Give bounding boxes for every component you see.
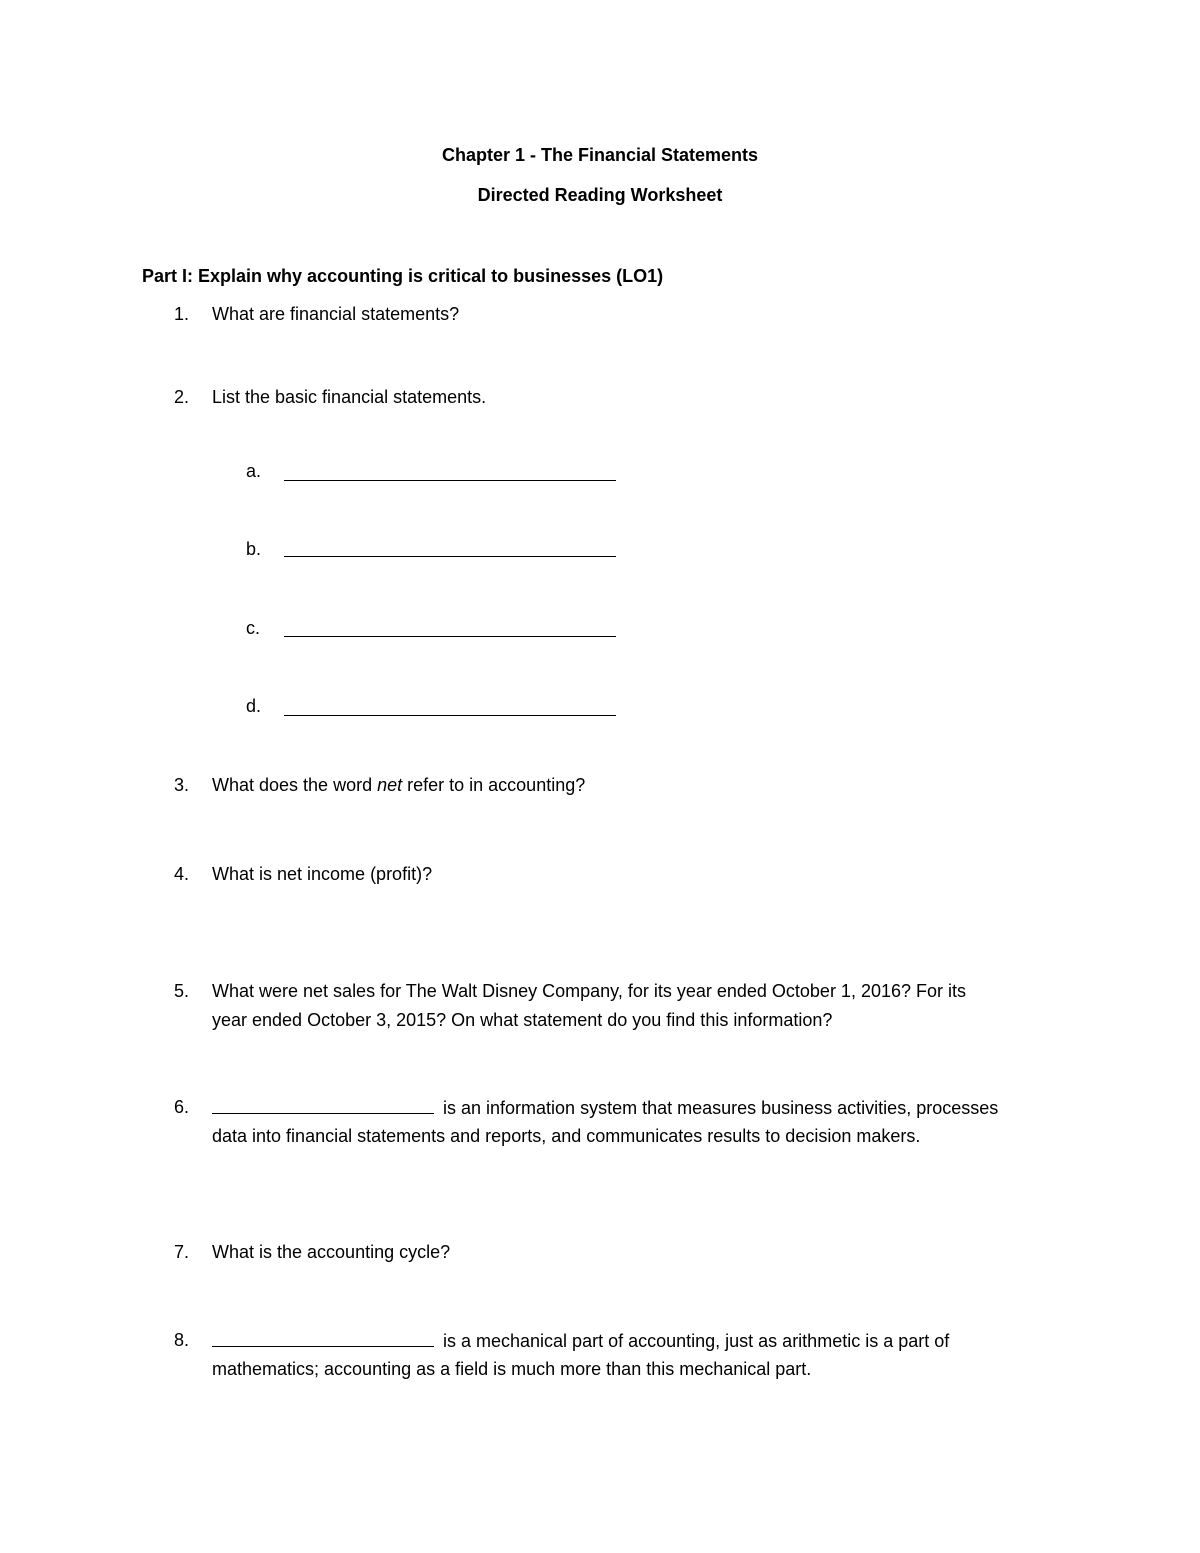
question-text-line [212,1326,949,1356]
answer-letter: d. [246,696,262,716]
page-subtitle: Directed Reading Worksheet [477,185,723,205]
question-text-part: is an information system that measures business activities, processes [438,1098,999,1118]
question-number: 4. [174,864,190,884]
question-text [212,771,585,800]
part-heading: Part I: Explain why accounting is critical to businesses (LO1) [142,266,664,286]
question-text-line [212,1093,998,1123]
page-title: Chapter 1 - The Financial Statements [441,145,759,165]
answer-letter: b. [246,539,262,559]
question-text-line: mathematics; accounting as a field is much more than this mechanical part. [212,1359,812,1379]
question-number: 2. [174,387,190,407]
emphasized-word: net [377,775,403,795]
answer-blank[interactable] [284,556,616,557]
question-text: What are financial statements? [212,304,460,324]
question-text-part: is a mechanical part of accounting, just as arithmetic is a part of [438,1331,950,1351]
fill-in-blank[interactable] [212,1093,434,1114]
question-text: What is net income (profit)? [212,864,433,884]
question-text-line: What were net sales for The Walt Disney Company, for its year ended October 1, 2016? For its [212,981,967,1001]
question-text: List the basic financial statements. [212,387,487,407]
question-number: 8. [174,1330,190,1350]
answer-blank[interactable] [284,636,616,637]
question-number: 3. [174,775,190,795]
question-number: 5. [174,981,190,1001]
question-number: 6. [174,1097,190,1117]
question-number: 1. [174,304,190,324]
answer-letter: a. [246,461,262,481]
question-text: What is the accounting cycle? [212,1242,451,1262]
question-text-line: year ended October 3, 2015? On what statement do you find this information? [212,1010,833,1030]
question-number: 7. [174,1242,190,1262]
question-text-part: refer to in accounting? [402,775,586,795]
answer-blank[interactable] [284,715,616,716]
answer-letter: c. [246,618,261,638]
question-text-part: What does the word [212,775,378,795]
answer-blank[interactable] [284,480,616,481]
question-text-line: data into financial statements and reports, and communicates results to decision makers. [212,1126,921,1146]
fill-in-blank[interactable] [212,1326,434,1347]
